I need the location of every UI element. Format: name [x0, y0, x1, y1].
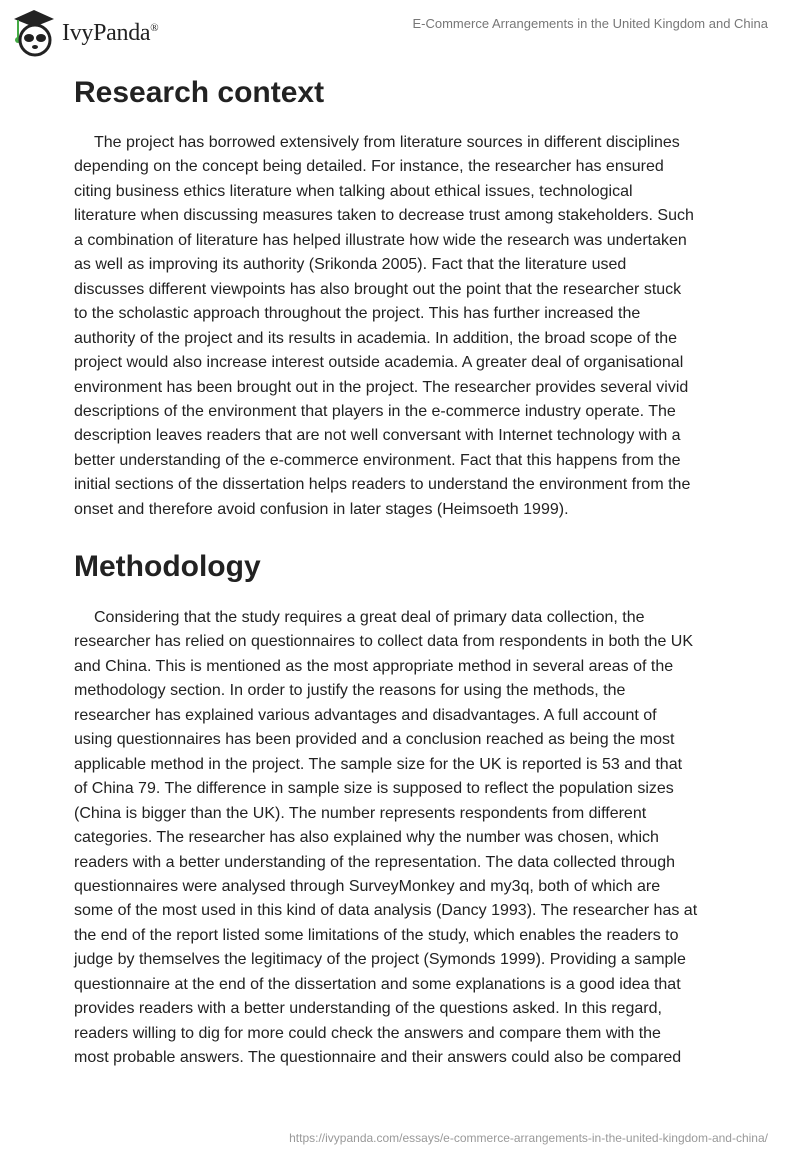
text-line: applicable method in the project. The sample size for the UK is reported is 53 and that: [74, 755, 683, 773]
text-line: questionnaires were analysed through SurveyMonkey and my3q, both of which are: [74, 877, 661, 895]
section-heading-methodology: Methodology: [74, 550, 261, 583]
text-line: as well as improving its authority (Srikonda 2005). Fact that the literature used: [74, 256, 627, 274]
text-line: and China. This is mentioned as the most appropriate method in several areas of the: [74, 657, 674, 675]
text-line: environment has been brought out in the project. The researcher provides several vivid: [74, 378, 689, 396]
text-line: categories. The researcher has also explained why the number was chosen, which: [74, 829, 659, 847]
text-line: to the scholastic approach throughout the project. This has further increased the: [74, 305, 641, 323]
text-line: provides readers with a better understanding of the questions asked. In this regard,: [74, 1000, 662, 1018]
text-line: citing business ethics literature when talking about ethical issues, technological: [74, 182, 633, 200]
text-line: questionnaire at the end of the dissertation and some explanations is a good idea that: [74, 975, 681, 993]
logo-text: IvyPanda®: [62, 19, 159, 46]
text-line: descriptions of the environment that players in the e-commerce industry operate. The: [74, 402, 676, 420]
source-url[interactable]: https://ivypanda.com/essays/e-commerce-arrangements-in-the-united-kingdom-and-china/: [289, 1131, 768, 1145]
text-line: most probable answers. The questionnaire and their answers could also be compared: [74, 1049, 682, 1067]
ivypanda-logo[interactable]: [12, 8, 158, 58]
text-line: onset and therefore avoid confusion in later stages (Heimsoeth 1999).: [74, 500, 569, 518]
panda-graduate-icon: [12, 8, 56, 58]
research-context-paragraph: [74, 131, 764, 522]
document-title: E-Commerce Arrangements in the United Kingdom and China: [412, 16, 768, 31]
text-line: a combination of literature has helped illustrate how wide the research was undertaken: [74, 231, 687, 249]
text-line: authority of the project and its results in academia. In addition, the broad scope of the: [74, 329, 678, 347]
text-line: readers with a better understanding of the representation. The data collected through: [74, 853, 675, 871]
text-line: better understanding of the e-commerce environment. Fact that this happens from the: [74, 451, 681, 469]
text-line: project would also increase interest outside academia. A greater deal of organisational: [74, 354, 684, 372]
methodology-paragraph: [74, 606, 764, 1071]
text-line: initial sections of the dissertation helps readers to understand the environment from the: [74, 476, 691, 494]
text-line: researcher has relied on questionnaires to collect data from respondents in both the UK: [74, 633, 694, 651]
text-line: literature when discussing measures taken to decrease trust among stakeholders. Such: [74, 207, 694, 225]
text-line: using questionnaires has been provided and a conclusion reached as being the most: [74, 731, 675, 749]
text-line: readers willing to dig for more could check the answers and compare them with the: [74, 1024, 661, 1042]
section-heading-research-context: Research context: [74, 76, 325, 109]
text-line: researcher has explained various advantages and disadvantages. A full account of: [74, 706, 657, 724]
text-line: depending on the concept being detailed. For instance, the researcher has ensured: [74, 158, 664, 176]
text-line: Considering that the study requires a great deal of primary data collection, the: [94, 609, 645, 626]
text-line: the end of the report listed some limitations of the study, which enables the readers to: [74, 926, 679, 944]
text-line: (China is bigger than the UK). The number represents respondents from different: [74, 804, 647, 822]
text-line: description leaves readers that are not well conversant with Internet technology with a: [74, 427, 681, 445]
text-line: some of the most used in this kind of data analysis (Dancy 1993). The researcher has at: [74, 902, 698, 920]
text-line: judge by themselves the legitimacy of the project (Symonds 1999). Providing a sample: [74, 951, 686, 969]
text-line: discusses different viewpoints has also brought out the point that the researcher stuck: [74, 280, 682, 298]
text-line: methodology section. In order to justify the reasons for using the methods, the: [74, 682, 626, 700]
text-line: of China 79. The difference in sample size is supposed to reflect the population sizes: [74, 780, 674, 798]
text-line: The project has borrowed extensively from literature sources in different disciplines: [94, 134, 680, 151]
